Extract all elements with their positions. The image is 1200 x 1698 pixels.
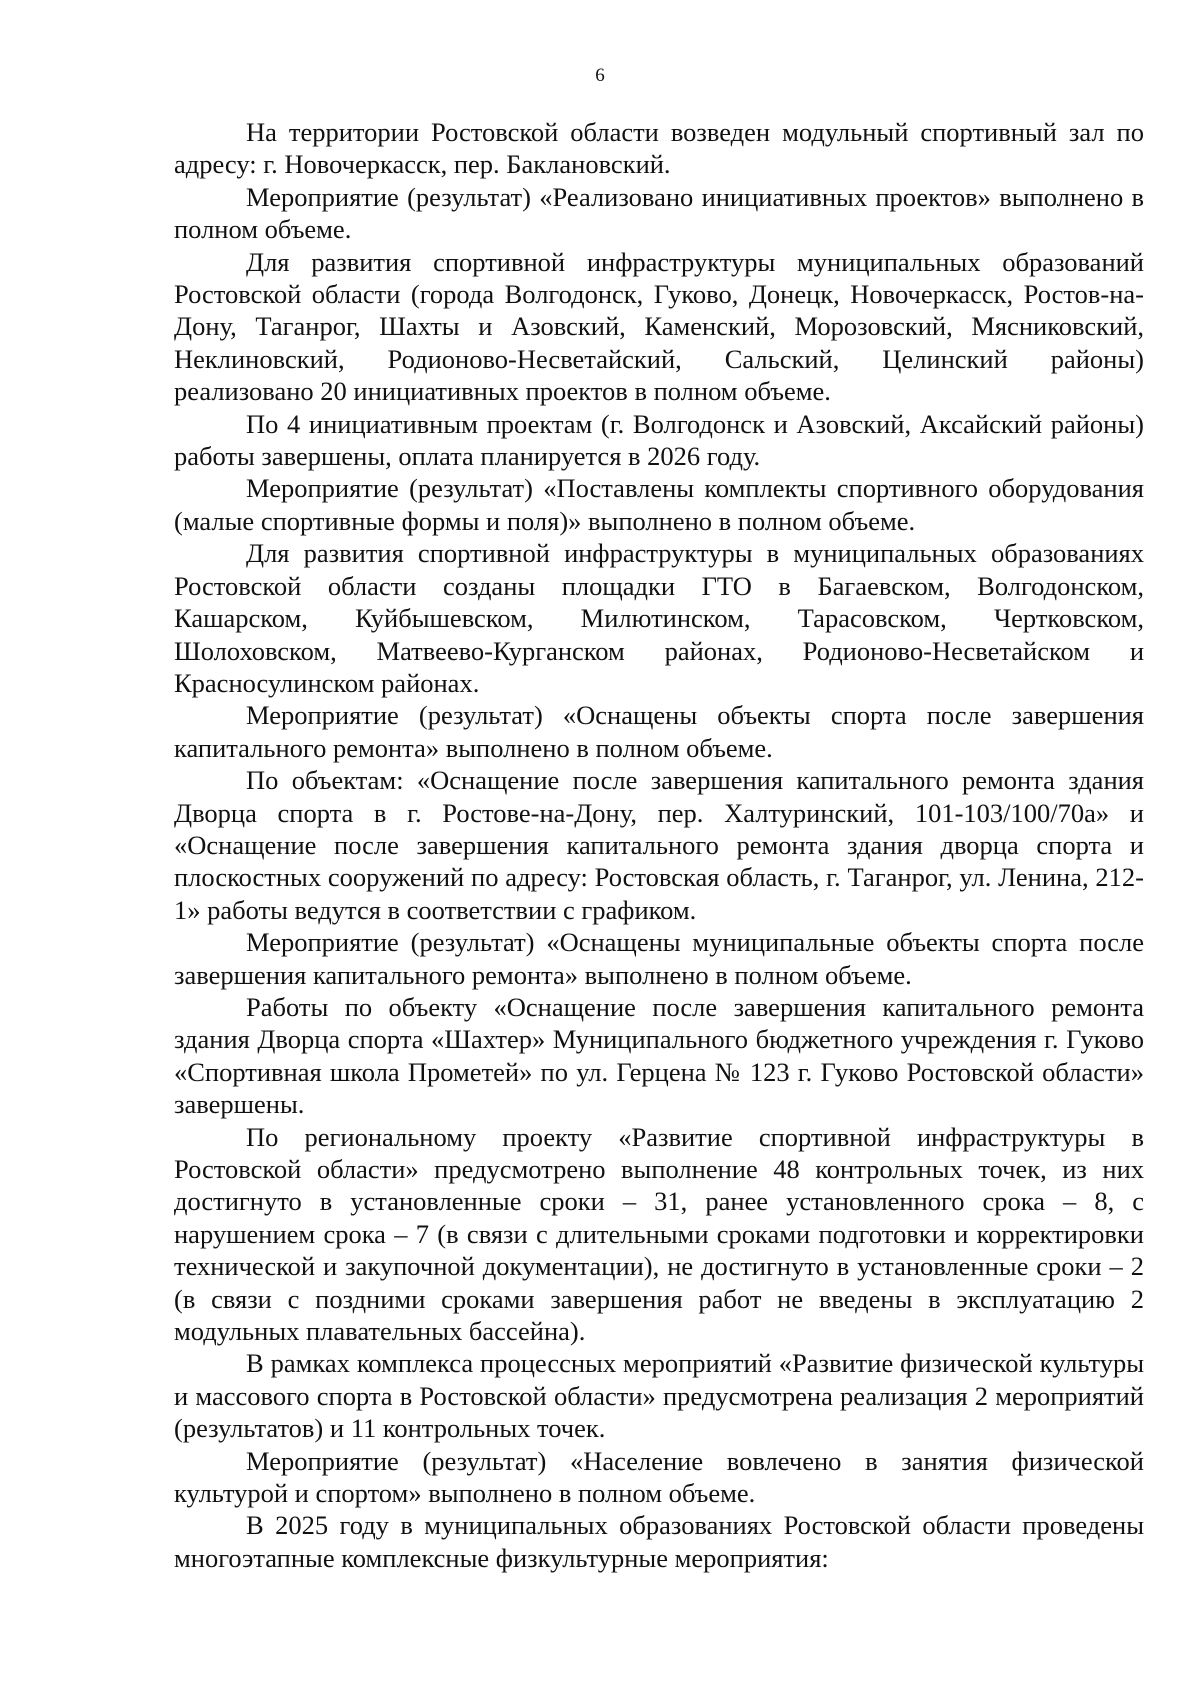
paragraph: По региональному проекту «Развитие спортивной инфраструктуры в Ростовской области» предусмотрено выполнение 48 контрольных точек, из них достигнуто в установленные сроки – 31, ранее установленного срока – 8, с нарушением срока – 7 (в связи с длительными сроками подготовки и корректировки технической и закупочной документации), не достигнуто в установленные сроки – 2 (в связи с поздними сроками завершения работ не введены в эксплуатацию 2 модульных плавательных бассейна). [174,1121,1144,1347]
paragraph: Для развития спортивной инфраструктуры в муниципальных образованиях Ростовской области созданы площадки ГТО в Багаевском, Волгодонском, Кашарском, Куйбышевском, Милютинском, Тарасовском, Чертковском, Шолоховском, Матвеево-Курганском районах, Родионово-Несветайском и Красносулинском районах. [174,538,1144,698]
paragraph: По объектам: «Оснащение после завершения капитального ремонта здания Дворца спорта в г. Ростове-на-Дону, пер. Халтуринский, 101-103/100/70а» и «Оснащение после завершения капитального ремонта здания дворца спорта и плоскостных сооружений по адресу: Ростовская область, г. Таганрог, ул. Ленина, 212-1» работы ведутся в соответствии с графиком. [174,765,1144,925]
paragraph: В рамках комплекса процессных мероприятий «Развитие физической культуры и массового спорта в Ростовской области» предусмотрена реализация 2 мероприятий (результатов) и 11 контрольных точек. [174,1348,1144,1444]
page-number: 6 [595,65,605,86]
paragraph: Работы по объекту «Оснащение после завершения капитального ремонта здания Дворца спорта «Шахтер» Муниципального бюджетного учреждения г. Гуково «Спортивная школа Прометей» по ул. Герцена № 123 г. Гуково Ростовской области» завершены. [174,991,1144,1120]
paragraph: Мероприятие (результат) «Население вовлечено в занятия физической культурой и спортом» выполнено в полном объеме. [174,1445,1144,1509]
paragraph: По 4 инициативным проектам (г. Волгодонск и Азовский, Аксайский районы) работы завершены, оплата планируется в 2026 году. [174,408,1144,472]
paragraph: Мероприятие (результат) «Реализовано инициативных проектов» выполнено в полном объеме. [174,181,1144,245]
paragraph: Для развития спортивной инфраструктуры муниципальных образований Ростовской области (города Волгодонск, Гуково, Донецк, Новочеркасск, Ростов-на-Дону, Таганрог, Шахты и Азовский, Каменский, Морозовский, Мясниковский, Неклиновский, Родионово-Несветайский, Сальский, Целинский районы) реализовано 20 инициативных проектов в полном объеме. [174,246,1144,407]
paragraph: Мероприятие (результат) «Оснащены объекты спорта после завершения капитального ремонта» выполнено в полном объеме. [174,700,1144,763]
document-body [174,116,1144,1574]
paragraph: Мероприятие (результат) «Оснащены муниципальные объекты спорта после завершения капитального ремонта» выполнено в полном объеме. [174,927,1144,990]
paragraph: Мероприятие (результат) «Поставлены комплекты спортивного оборудования (малые спортивные формы и поля)» выполнено в полном объеме. [174,473,1144,536]
paragraph: На территории Ростовской области возведен модульный спортивный зал по адресу: г. Новочеркасск, пер. Баклановский. [174,117,1144,180]
paragraph: В 2025 году в муниципальных образованиях Ростовской области проведены многоэтапные комплексные физкультурные мероприятия: [174,1510,1144,1573]
